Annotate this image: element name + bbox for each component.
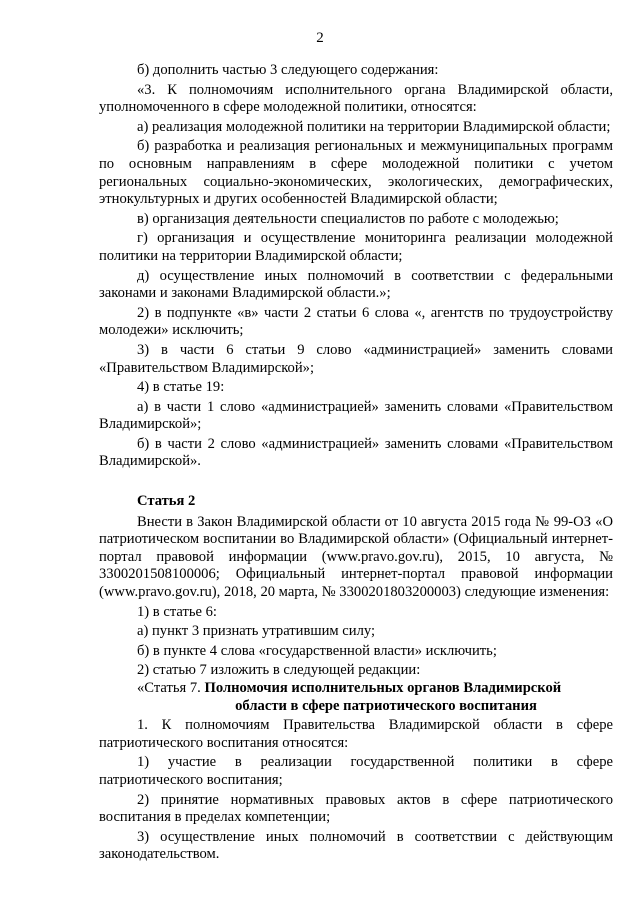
paragraph: б) в части 2 слово «администрацией» заменить словами «Правительством Владимирской». bbox=[99, 435, 613, 470]
paragraph: 2) принятие нормативных правовых актов в сфере патриотического воспитания в пределах компетенции; bbox=[99, 791, 613, 826]
paragraph: б) дополнить частью 3 следующего содержания: bbox=[137, 62, 439, 78]
paragraph: а) реализация молодежной политики на территории Владимирской области; bbox=[137, 118, 611, 135]
paragraph: б) разработка и реализация региональных и межмуниципальных программ по основным направлениям в сфере молодежной политики с учетом региональных социально-экономических, экологических, демографических, этнокультурных и других особенностей Владимирской области; bbox=[99, 138, 613, 208]
paragraph: а) пункт 3 признать утратившим силу; bbox=[137, 623, 376, 640]
paragraph: Внести в Закон Владимирской области от 10 августа 2015 года № 99-ОЗ «О патриотическом воспитании во Владимирской области» (Официальный интернет-портал правовой информации (www.pravo.gov.ru), 2015, 10 августа, № 3300201508100006; Официальный интернет-портал правовой информации (www.pravo.gov.ru), 2018, 20 марта, № 3300201803200003) следующие изменения: bbox=[99, 513, 613, 601]
paragraph: 2) в подпункте «в» части 2 статьи 6 слова «, агентств по трудоустройству молодежи» исключить; bbox=[99, 304, 613, 339]
paragraph: 1. К полномочиям Правительства Владимирской области в сфере патриотического воспитания относятся: bbox=[99, 717, 613, 751]
article-7-title-line1: Полномочия исполнительных органов Владимирской bbox=[204, 680, 562, 696]
article-7-prefix: «Статья 7. bbox=[137, 680, 201, 696]
article1-continuation bbox=[99, 62, 613, 471]
article7-paragraphs bbox=[99, 717, 613, 864]
article-7-title-line2: области в сфере патриотического воспитания bbox=[235, 697, 537, 714]
paragraph: 2) статью 7 изложить в следующей редакции: bbox=[137, 662, 421, 679]
article-2-heading: Статья 2 bbox=[137, 493, 196, 510]
article-7-heading bbox=[99, 680, 613, 698]
paragraph: д) осуществление иных полномочий в соответствии с федеральными законами и законами Владимирской области.»; bbox=[99, 267, 613, 302]
paragraph: 1) участие в реализации государственной политики в сфере патриотического воспитания; bbox=[99, 754, 613, 788]
article2-paragraphs bbox=[99, 514, 613, 680]
paragraph: «3. К полномочиям исполнительного органа Владимирской области, уполномоченного в сфере молодежной политики, относятся: bbox=[99, 81, 613, 116]
paragraph: 3) осуществление иных полномочий в соответствии с действующим законодательством. bbox=[99, 828, 613, 863]
paragraph: в) организация деятельности специалистов по работе с молодежью; bbox=[137, 210, 559, 227]
page-number: 2 bbox=[316, 30, 324, 46]
paragraph: 1) в статье 6: bbox=[137, 603, 217, 620]
paragraph: 4) в статье 19: bbox=[137, 379, 225, 396]
paragraph: 3) в части 6 статьи 9 слово «администрацией» заменить словами «Правительством Владимирской»; bbox=[99, 341, 613, 376]
paragraph: г) организация и осуществление мониторинга реализации молодежной политики на территории Владимирской области; bbox=[99, 230, 613, 264]
document-body bbox=[99, 62, 613, 864]
paragraph: а) в части 1 слово «администрацией» заменить словами «Правительством Владимирской»; bbox=[99, 398, 613, 433]
paragraph: б) в пункте 4 слова «государственной власти» исключить; bbox=[137, 642, 497, 659]
